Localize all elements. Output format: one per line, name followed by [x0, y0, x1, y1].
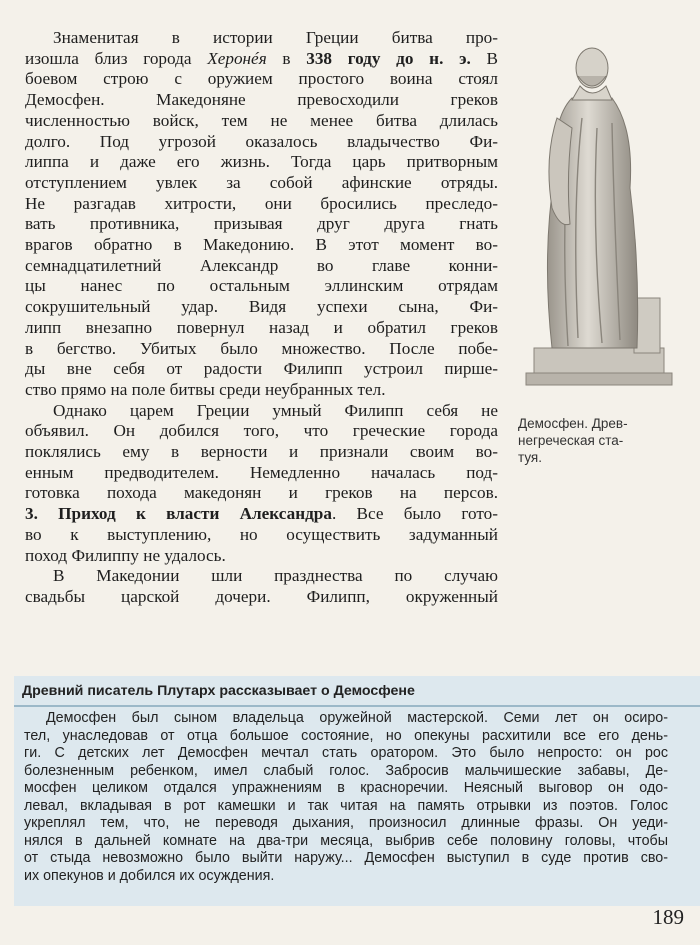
text-line: вать противника, призывая друг друга гнать [25, 214, 498, 234]
text-line: объявил. Он добился того, что греческие города [25, 421, 498, 441]
sidebar-line: ги. С детских лет Демосфен мечтал стать оратором. Это было непросто: он рос [24, 745, 668, 761]
page-number: 189 [652, 905, 684, 929]
caption-line: туя. [518, 450, 542, 465]
statue-illustration [512, 28, 682, 388]
demosthenes-statue-image [512, 28, 682, 388]
text-line: липпа и даже его жизнь. Тогда царь притворным [25, 152, 498, 172]
sidebar-line: Демосфен был сыном владельца оружейной мастерской. Семи лет он осиро- [46, 710, 668, 726]
sidebar-line: тел, унаследовав от отца большое состояние, но опекуны расхитили все его день- [24, 727, 668, 744]
text-line: 3. Приход к власти Александра. Все было гото- [25, 504, 498, 524]
sidebar-line: левал, вкладывая в рот камешки и так читая на память отрывки из поэтов. Голос [24, 797, 668, 814]
sidebar-line: от стыда невозможно было выйти наружу... Демосфен выступил в суде против сво- [24, 850, 668, 866]
section-heading: 3. Приход к власти Александра [25, 504, 332, 524]
text-line: долго. Под угрозой оказалось владычество Фи- [25, 131, 498, 151]
sidebar-line: болезненным ребенком, имел слабый голос. Забросив мальчишеские забавы, Де- [24, 762, 668, 779]
text-line: готовка похода македонян и греков на персов. [25, 483, 498, 503]
place-name: Херонéя [207, 48, 267, 68]
text-line: численностью войск, тем не менее битва длилась [25, 110, 498, 130]
sidebar-line: укреплял тем, что, не переводя дыхания, произносил длинные фразы. Он уеди- [24, 815, 668, 831]
text-line: липп внезапно повернул назад и обратил греков [25, 317, 498, 337]
text-line: семнадцатилетний Александр во главе конни- [25, 255, 498, 275]
paragraph-battle [25, 28, 498, 401]
statue-caption [518, 415, 678, 466]
sidebar-title: Древний писатель Плутарх рассказывает о Демосфене [22, 683, 415, 699]
sidebar-line: их опекунов и добился их осуждения. [24, 867, 275, 884]
date-emphasis: 338 году до н. э. [306, 48, 471, 68]
paragraph-wedding [25, 566, 498, 607]
text-line: Не разгадав хитрости, они бросились преследо- [25, 193, 498, 213]
text-line: ды вне себя от радости Филипп устроил пирше- [25, 359, 498, 379]
sidebar-line: нялся в дальней комнате на два-три месяца, выбрив себе половину головы, чтобы [24, 832, 668, 849]
paragraph-philip [25, 401, 498, 567]
text-line: отступлением увлек за собой афинские отряды. [25, 172, 498, 192]
sidebar-body [24, 710, 668, 885]
text-line: Знаменитая в истории Греции битва про- [53, 28, 498, 47]
sidebar-divider [14, 705, 700, 707]
main-text [25, 28, 498, 608]
text-line: поход Филиппу не удалось. [25, 545, 226, 565]
text-line: Однако царем Греции умный Филипп себя не [53, 400, 498, 420]
text-line: В Македонии шли празднества по случаю [53, 566, 498, 586]
text-line: боевом строю с оружием простого воина стоял [25, 69, 498, 89]
text-line: врагов обратно в Македонию. В этот момент во- [25, 235, 498, 255]
text-line: сокрушительный удар. Видя успехи сына, Фи- [25, 297, 498, 317]
text-line: во к выступлению, но осуществить задуманный [25, 524, 498, 544]
caption-line: негреческая ста- [518, 433, 624, 448]
text-line: Демосфен. Македоняне превосходили греков [25, 90, 498, 110]
text-line: ство прямо на поле битвы среди неубранных тел. [25, 379, 386, 399]
text-line: поклялись ему в верности и признали своим во- [25, 442, 498, 462]
sidebar-line: мосфен целиком отдался упражнениям в красноречии. Неясный выговор он одо- [24, 780, 668, 796]
text-line: енным предводителем. Немедленно началась под- [25, 462, 498, 482]
text-line: в бегство. Убитых было множество. После побе- [25, 338, 498, 358]
caption-line: Демосфен. Древ- [518, 416, 628, 431]
text-line: свадьбы царской дочери. Филипп, окруженный [25, 586, 498, 606]
text-line: изошла близ города Херонéя в 338 году до н. э. В [25, 48, 498, 68]
text-line: цы нанес по остальным эллинским отрядам [25, 276, 498, 296]
